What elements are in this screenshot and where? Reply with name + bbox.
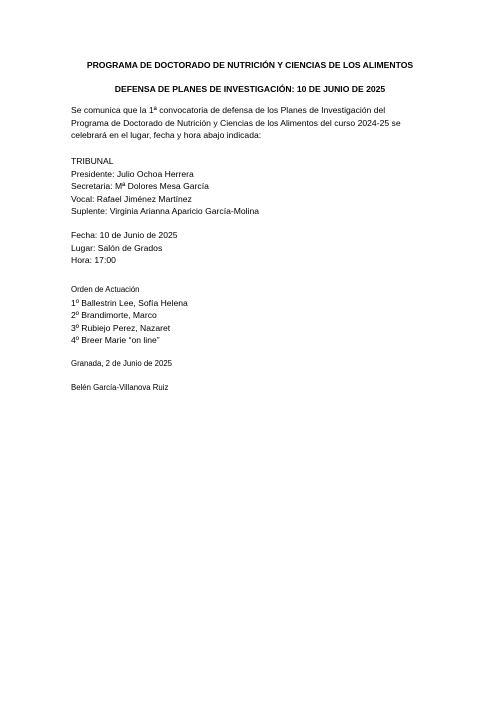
tribunal-presidente: Presidente: Julio Ochoa Herrera <box>71 168 194 179</box>
orden-item: 1º Ballestrin Lee, Sofía Helena <box>71 297 188 308</box>
intro-line: celebrará en el lugar, fecha y hora abajo indicada: <box>71 130 262 140</box>
defense-title: DEFENSA DE PLANES DE INVESTIGACIÓN: 10 DE JUNIO DE 2025 <box>114 84 386 94</box>
program-title: PROGRAMA DE DOCTORADO DE NUTRICIÓN Y CIENCIAS DE LOS ALIMENTOS <box>86 60 414 70</box>
orden-section <box>71 284 441 347</box>
tribunal-vocal: Vocal: Rafael Jiménez Martínez <box>71 193 192 204</box>
orden-heading: Orden de Actuación <box>71 285 140 294</box>
orden-item: 2º Brandimorte, Marco <box>71 310 157 320</box>
signature <box>71 382 441 395</box>
orden-item: 3º Rubiejo Perez, Nazaret <box>71 322 171 333</box>
intro-paragraph <box>71 104 441 142</box>
detail-hora: Hora: 17:00 <box>71 255 116 265</box>
details-section <box>71 229 441 267</box>
place-date-text: Granada, 2 de Junio de 2025 <box>71 359 173 368</box>
signature-name: Belén García-Villanova Ruiz <box>71 383 169 392</box>
intro-line: Se comunica que la 1ª convocatoria de defensa de los Planes de Investigación del <box>71 105 386 115</box>
orden-item: 4º Breer Marie “on line” <box>71 335 160 345</box>
tribunal-suplente: Suplente: Virginia Arianna Aparicio García-Molina <box>71 206 260 216</box>
tribunal-heading: TRIBUNAL <box>71 156 114 166</box>
tribunal-secretaria: Secretaria: Mª Dolores Mesa García <box>71 181 209 191</box>
place-date <box>71 358 441 371</box>
tribunal-section <box>71 155 441 218</box>
intro-line: Programa de Doctorado de Nutrición y Ciencias de los Alimentos del curso 2024-25 se <box>71 117 401 128</box>
detail-lugar: Lugar: Salón de Grados <box>71 242 163 253</box>
detail-fecha: Fecha: 10 de Junio de 2025 <box>71 230 178 240</box>
